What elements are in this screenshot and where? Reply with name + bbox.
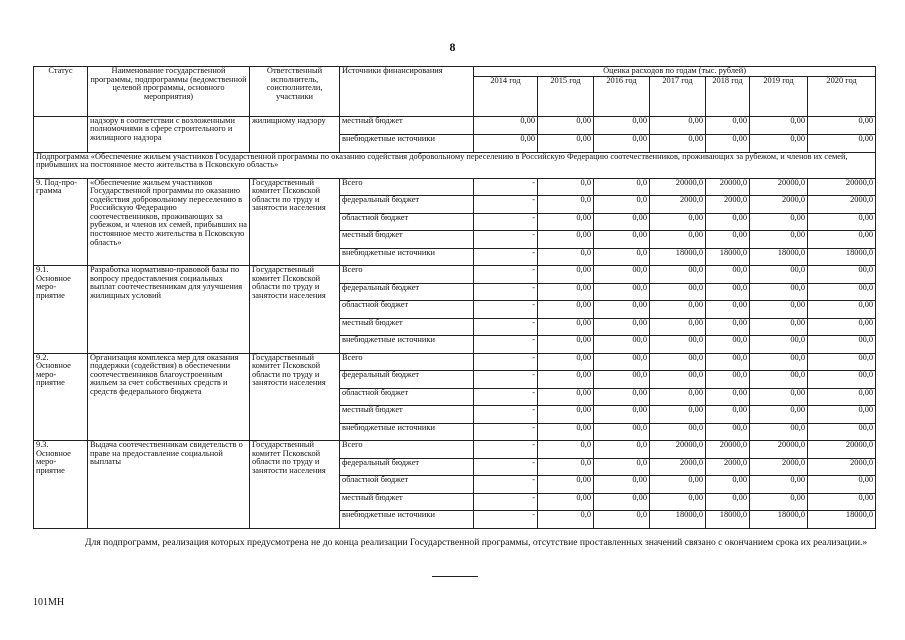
header-status: Статус	[34, 67, 88, 117]
funding-source: внебюджетные источники	[340, 511, 474, 529]
amount-cell: -	[474, 493, 538, 511]
amount-cell: 0,00	[650, 231, 706, 249]
amount-cell: 00,0	[650, 371, 706, 389]
amount-cell: 18000,0	[750, 248, 808, 266]
amount-cell: -	[474, 318, 538, 336]
separator-line	[432, 576, 478, 577]
amount-cell: 0,00	[594, 406, 650, 424]
amount-cell: 0,00	[594, 493, 650, 511]
amount-cell: 0,00	[808, 406, 876, 424]
amount-cell: 0,00	[538, 213, 594, 231]
funding-source: областной бюджет	[340, 301, 474, 319]
header-sources: Источники финансирования	[340, 67, 474, 117]
funding-source: местный бюджет	[340, 116, 474, 134]
amount-cell: 0,00	[594, 213, 650, 231]
amount-cell: 00,0	[750, 283, 808, 301]
funding-source: Всего	[340, 353, 474, 371]
amount-cell: 0,00	[750, 406, 808, 424]
amount-cell: 0,00	[750, 134, 808, 152]
amount-cell: -	[474, 458, 538, 476]
amount-cell: 0,00	[538, 388, 594, 406]
amount-cell: 0,00	[650, 213, 706, 231]
amount-cell: 0,00	[538, 283, 594, 301]
amount-cell: -	[474, 213, 538, 231]
amount-cell: 0,00	[538, 371, 594, 389]
amount-cell: 0,0	[538, 458, 594, 476]
budget-table	[33, 66, 876, 529]
amount-cell: 0,00	[594, 476, 650, 494]
funding-source: Всего	[340, 178, 474, 196]
amount-cell: 0,00	[594, 231, 650, 249]
row-executor: Государственный комитет Псковской области по труду и занятости населения	[250, 266, 340, 354]
amount-cell: 0,00	[538, 116, 594, 134]
amount-cell: 18000,0	[750, 511, 808, 529]
amount-cell: 0,00	[706, 301, 750, 319]
amount-cell: 00,0	[594, 266, 650, 284]
amount-cell: 00,0	[594, 336, 650, 354]
row-name: «Обеспечение жильем участников Государственной программы по оказанию содействия добровольному переселению в Российскую Федерацию соотечественников, проживающих за рубежом, и членов их семей, прибывших на постоянное место жительства в Псковскую область»	[88, 178, 250, 266]
amount-cell: -	[474, 248, 538, 266]
funding-source: местный бюджет	[340, 231, 474, 249]
amount-cell: 00,0	[650, 353, 706, 371]
header-year: 2017 год	[650, 76, 706, 116]
amount-cell: 2000,0	[650, 196, 706, 214]
funding-source: федеральный бюджет	[340, 371, 474, 389]
amount-cell: 20000,0	[706, 178, 750, 196]
amount-cell: 0,00	[538, 231, 594, 249]
amount-cell: 0,00	[750, 388, 808, 406]
document-code: 101МН	[33, 597, 65, 608]
funding-source: областной бюджет	[340, 388, 474, 406]
funding-source: внебюджетные источники	[340, 134, 474, 152]
row-status: 9. Под-про-грамма	[34, 178, 88, 266]
header-year: 2015 год	[538, 76, 594, 116]
funding-source: местный бюджет	[340, 406, 474, 424]
amount-cell: 0,00	[538, 493, 594, 511]
amount-cell: 00,0	[750, 371, 808, 389]
amount-cell: 0,00	[538, 134, 594, 152]
amount-cell: 0,0	[594, 511, 650, 529]
table-row	[34, 116, 876, 134]
funding-source: Всего	[340, 266, 474, 284]
amount-cell: 00,0	[594, 371, 650, 389]
funding-source: областной бюджет	[340, 476, 474, 494]
amount-cell: -	[474, 336, 538, 354]
amount-cell: 0,00	[594, 134, 650, 152]
amount-cell: 00,0	[650, 266, 706, 284]
amount-cell: -	[474, 196, 538, 214]
amount-cell: 00,0	[706, 336, 750, 354]
amount-cell: 0,00	[538, 353, 594, 371]
amount-cell: -	[474, 441, 538, 459]
amount-cell: 0,00	[538, 318, 594, 336]
amount-cell: 00,0	[650, 336, 706, 354]
amount-cell: 0,00	[706, 213, 750, 231]
amount-cell: 0,00	[808, 134, 876, 152]
amount-cell: 0,00	[706, 116, 750, 134]
header-year: 2018 год	[706, 76, 750, 116]
amount-cell: 0,00	[808, 301, 876, 319]
amount-cell: 0,00	[808, 231, 876, 249]
amount-cell: 0,00	[650, 493, 706, 511]
amount-cell: 0,00	[808, 116, 876, 134]
amount-cell: 0,00	[538, 336, 594, 354]
amount-cell: 0,0	[594, 196, 650, 214]
amount-cell: -	[474, 231, 538, 249]
amount-cell: 0,00	[650, 388, 706, 406]
amount-cell: 0,0	[594, 248, 650, 266]
amount-cell: 0,00	[750, 476, 808, 494]
amount-cell: 20000,0	[650, 178, 706, 196]
amount-cell: 18000,0	[808, 248, 876, 266]
amount-cell: 0,00	[594, 116, 650, 134]
amount-cell: 0,00	[650, 318, 706, 336]
amount-cell: 00,0	[808, 353, 876, 371]
amount-cell: 0,0	[538, 441, 594, 459]
amount-cell: 0,00	[750, 213, 808, 231]
amount-cell: 18000,0	[808, 511, 876, 529]
header-year: 2016 год	[594, 76, 650, 116]
amount-cell: 0,00	[594, 301, 650, 319]
row-name: Выдача соотечественникам свидетельств о праве на предоставление социальной выплаты	[88, 441, 250, 529]
amount-cell: -	[474, 423, 538, 441]
amount-cell: 00,0	[706, 266, 750, 284]
footnote: Для подпрограмм, реализация которых предусмотрена не до конца реализации Государственной программы, отсутствие проставленных значений связано с окончанием срока их реализации.»	[85, 537, 868, 548]
header-executor: Ответственный исполнитель, соисполнители, участники	[250, 67, 340, 117]
amount-cell: 0,00	[808, 476, 876, 494]
amount-cell: 0,00	[650, 476, 706, 494]
funding-source: внебюджетные источники	[340, 423, 474, 441]
amount-cell: 0,00	[650, 116, 706, 134]
amount-cell: 0,00	[706, 231, 750, 249]
subprogram-title: Подпрограмма «Обеспечение жильем участников Государственной программы по оказанию содействия добровольному переселению в Российскую Федерацию соотечественников, проживающих за рубежом, и членов их семей, прибывших на постоянное место жительства в Псковскую область»	[34, 152, 876, 178]
header-estimate: Оценка расходов по годам (тыс. рублей)	[474, 67, 876, 77]
row-executor: Государственный комитет Псковской области по труду и занятости населения	[250, 441, 340, 529]
amount-cell: 0,0	[594, 178, 650, 196]
amount-cell: 0,00	[808, 213, 876, 231]
row-name: надзору в соответствии с возложенными полномочиями в сфере строительного и жилищного надзора	[88, 116, 250, 152]
funding-source: Всего	[340, 441, 474, 459]
amount-cell: 00,0	[750, 353, 808, 371]
amount-cell: 00,0	[594, 353, 650, 371]
subprogram-row	[34, 152, 876, 178]
amount-cell: 0,00	[750, 493, 808, 511]
amount-cell: -	[474, 353, 538, 371]
amount-cell: 0,00	[650, 134, 706, 152]
amount-cell: 20000,0	[750, 178, 808, 196]
amount-cell: 00,0	[706, 371, 750, 389]
page-number: 8	[449, 40, 456, 54]
amount-cell: 0,0	[538, 511, 594, 529]
funding-source: областной бюджет	[340, 213, 474, 231]
header-name: Наименование государственной программы, подпрограммы (ведомственной целевой программы, основного мероприятия)	[88, 67, 250, 117]
amount-cell: 00,0	[706, 283, 750, 301]
row-status: 9.3. Основное меро-приятие	[34, 441, 88, 529]
amount-cell: 00,0	[750, 336, 808, 354]
amount-cell: 20000,0	[750, 441, 808, 459]
amount-cell: 0,0	[538, 248, 594, 266]
amount-cell: 18000,0	[650, 248, 706, 266]
amount-cell: 0,00	[750, 116, 808, 134]
table-row	[34, 178, 876, 196]
amount-cell: 00,0	[594, 423, 650, 441]
amount-cell: -	[474, 283, 538, 301]
amount-cell: 2000,0	[750, 458, 808, 476]
table-row	[34, 266, 876, 284]
funding-source: федеральный бюджет	[340, 283, 474, 301]
amount-cell: 0,00	[538, 406, 594, 424]
amount-cell: 20000,0	[706, 441, 750, 459]
amount-cell: 0,0	[594, 458, 650, 476]
amount-cell: 00,0	[750, 423, 808, 441]
row-name: Разработка нормативно-правовой базы по вопросу предоставления социальных выплат соотечественникам для улучшения жилищных условий	[88, 266, 250, 354]
amount-cell: 0,00	[538, 301, 594, 319]
amount-cell: 0,00	[808, 388, 876, 406]
row-executor: Государственный комитет Псковской области по труду и занятости населения	[250, 178, 340, 266]
amount-cell: 0,00	[750, 301, 808, 319]
amount-cell: 0,0	[594, 441, 650, 459]
table-row	[34, 353, 876, 371]
row-name: Организация комплекса мер для оказания поддержки (содействия) в обеспечении соотечественников благоустроенным жильем за счет собственных средств и средств федерального бюджета	[88, 353, 250, 441]
amount-cell: -	[474, 178, 538, 196]
amount-cell: -	[474, 388, 538, 406]
funding-source: федеральный бюджет	[340, 196, 474, 214]
row-status: 9.2. Основное меро-приятие	[34, 353, 88, 441]
amount-cell: 0,00	[706, 318, 750, 336]
amount-cell: 0,00	[706, 476, 750, 494]
amount-cell: 00,0	[808, 371, 876, 389]
amount-cell: 00,0	[650, 283, 706, 301]
amount-cell: 2000,0	[808, 196, 876, 214]
amount-cell: 0,00	[650, 406, 706, 424]
amount-cell: 20000,0	[650, 441, 706, 459]
amount-cell: 2000,0	[706, 196, 750, 214]
amount-cell: 0,00	[750, 318, 808, 336]
amount-cell: 0,00	[594, 388, 650, 406]
amount-cell: 2000,0	[650, 458, 706, 476]
amount-cell: 00,0	[808, 283, 876, 301]
amount-cell: 0,0	[538, 178, 594, 196]
amount-cell: 0,0	[538, 196, 594, 214]
amount-cell: 0,00	[808, 493, 876, 511]
amount-cell: 20000,0	[808, 178, 876, 196]
amount-cell: 2000,0	[706, 458, 750, 476]
amount-cell: -	[474, 406, 538, 424]
row-status: 9.1. Основное меро-приятие	[34, 266, 88, 354]
amount-cell: 0,00	[706, 493, 750, 511]
amount-cell: 00,0	[706, 423, 750, 441]
amount-cell: -	[474, 301, 538, 319]
amount-cell: -	[474, 476, 538, 494]
amount-cell: 20000,0	[808, 441, 876, 459]
amount-cell: 0,00	[538, 476, 594, 494]
amount-cell: 00,0	[594, 283, 650, 301]
amount-cell: 18000,0	[650, 511, 706, 529]
amount-cell: 0,00	[706, 406, 750, 424]
row-status	[34, 116, 88, 152]
amount-cell: 0,00	[538, 266, 594, 284]
row-executor: Государственный комитет Псковской области по труду и занятости населения	[250, 353, 340, 441]
amount-cell: -	[474, 511, 538, 529]
amount-cell: 18000,0	[706, 248, 750, 266]
amount-cell: 2000,0	[808, 458, 876, 476]
funding-source: внебюджетные источники	[340, 248, 474, 266]
amount-cell: 0,00	[650, 301, 706, 319]
amount-cell: 0,00	[594, 318, 650, 336]
amount-cell: 0,00	[808, 318, 876, 336]
amount-cell: 00,0	[808, 423, 876, 441]
amount-cell: 0,00	[706, 388, 750, 406]
amount-cell: 0,00	[538, 423, 594, 441]
funding-source: местный бюджет	[340, 493, 474, 511]
amount-cell: -	[474, 266, 538, 284]
amount-cell: 00,0	[808, 336, 876, 354]
amount-cell: -	[474, 371, 538, 389]
row-executor: жилищному надзору	[250, 116, 340, 152]
amount-cell: 0,00	[474, 134, 538, 152]
funding-source: местный бюджет	[340, 318, 474, 336]
funding-source: внебюджетные источники	[340, 336, 474, 354]
amount-cell: 00,0	[650, 423, 706, 441]
amount-cell: 2000,0	[750, 196, 808, 214]
amount-cell: 00,0	[706, 353, 750, 371]
amount-cell: 0,00	[706, 134, 750, 152]
amount-cell: 0,00	[750, 231, 808, 249]
header-year: 2014 год	[474, 76, 538, 116]
amount-cell: 00,0	[808, 266, 876, 284]
header-year: 2019 год	[750, 76, 808, 116]
amount-cell: 00,0	[750, 266, 808, 284]
amount-cell: 18000,0	[706, 511, 750, 529]
table-row	[34, 441, 876, 459]
funding-source: федеральный бюджет	[340, 458, 474, 476]
amount-cell: 0,00	[474, 116, 538, 134]
header-year: 2020 год	[808, 76, 876, 116]
